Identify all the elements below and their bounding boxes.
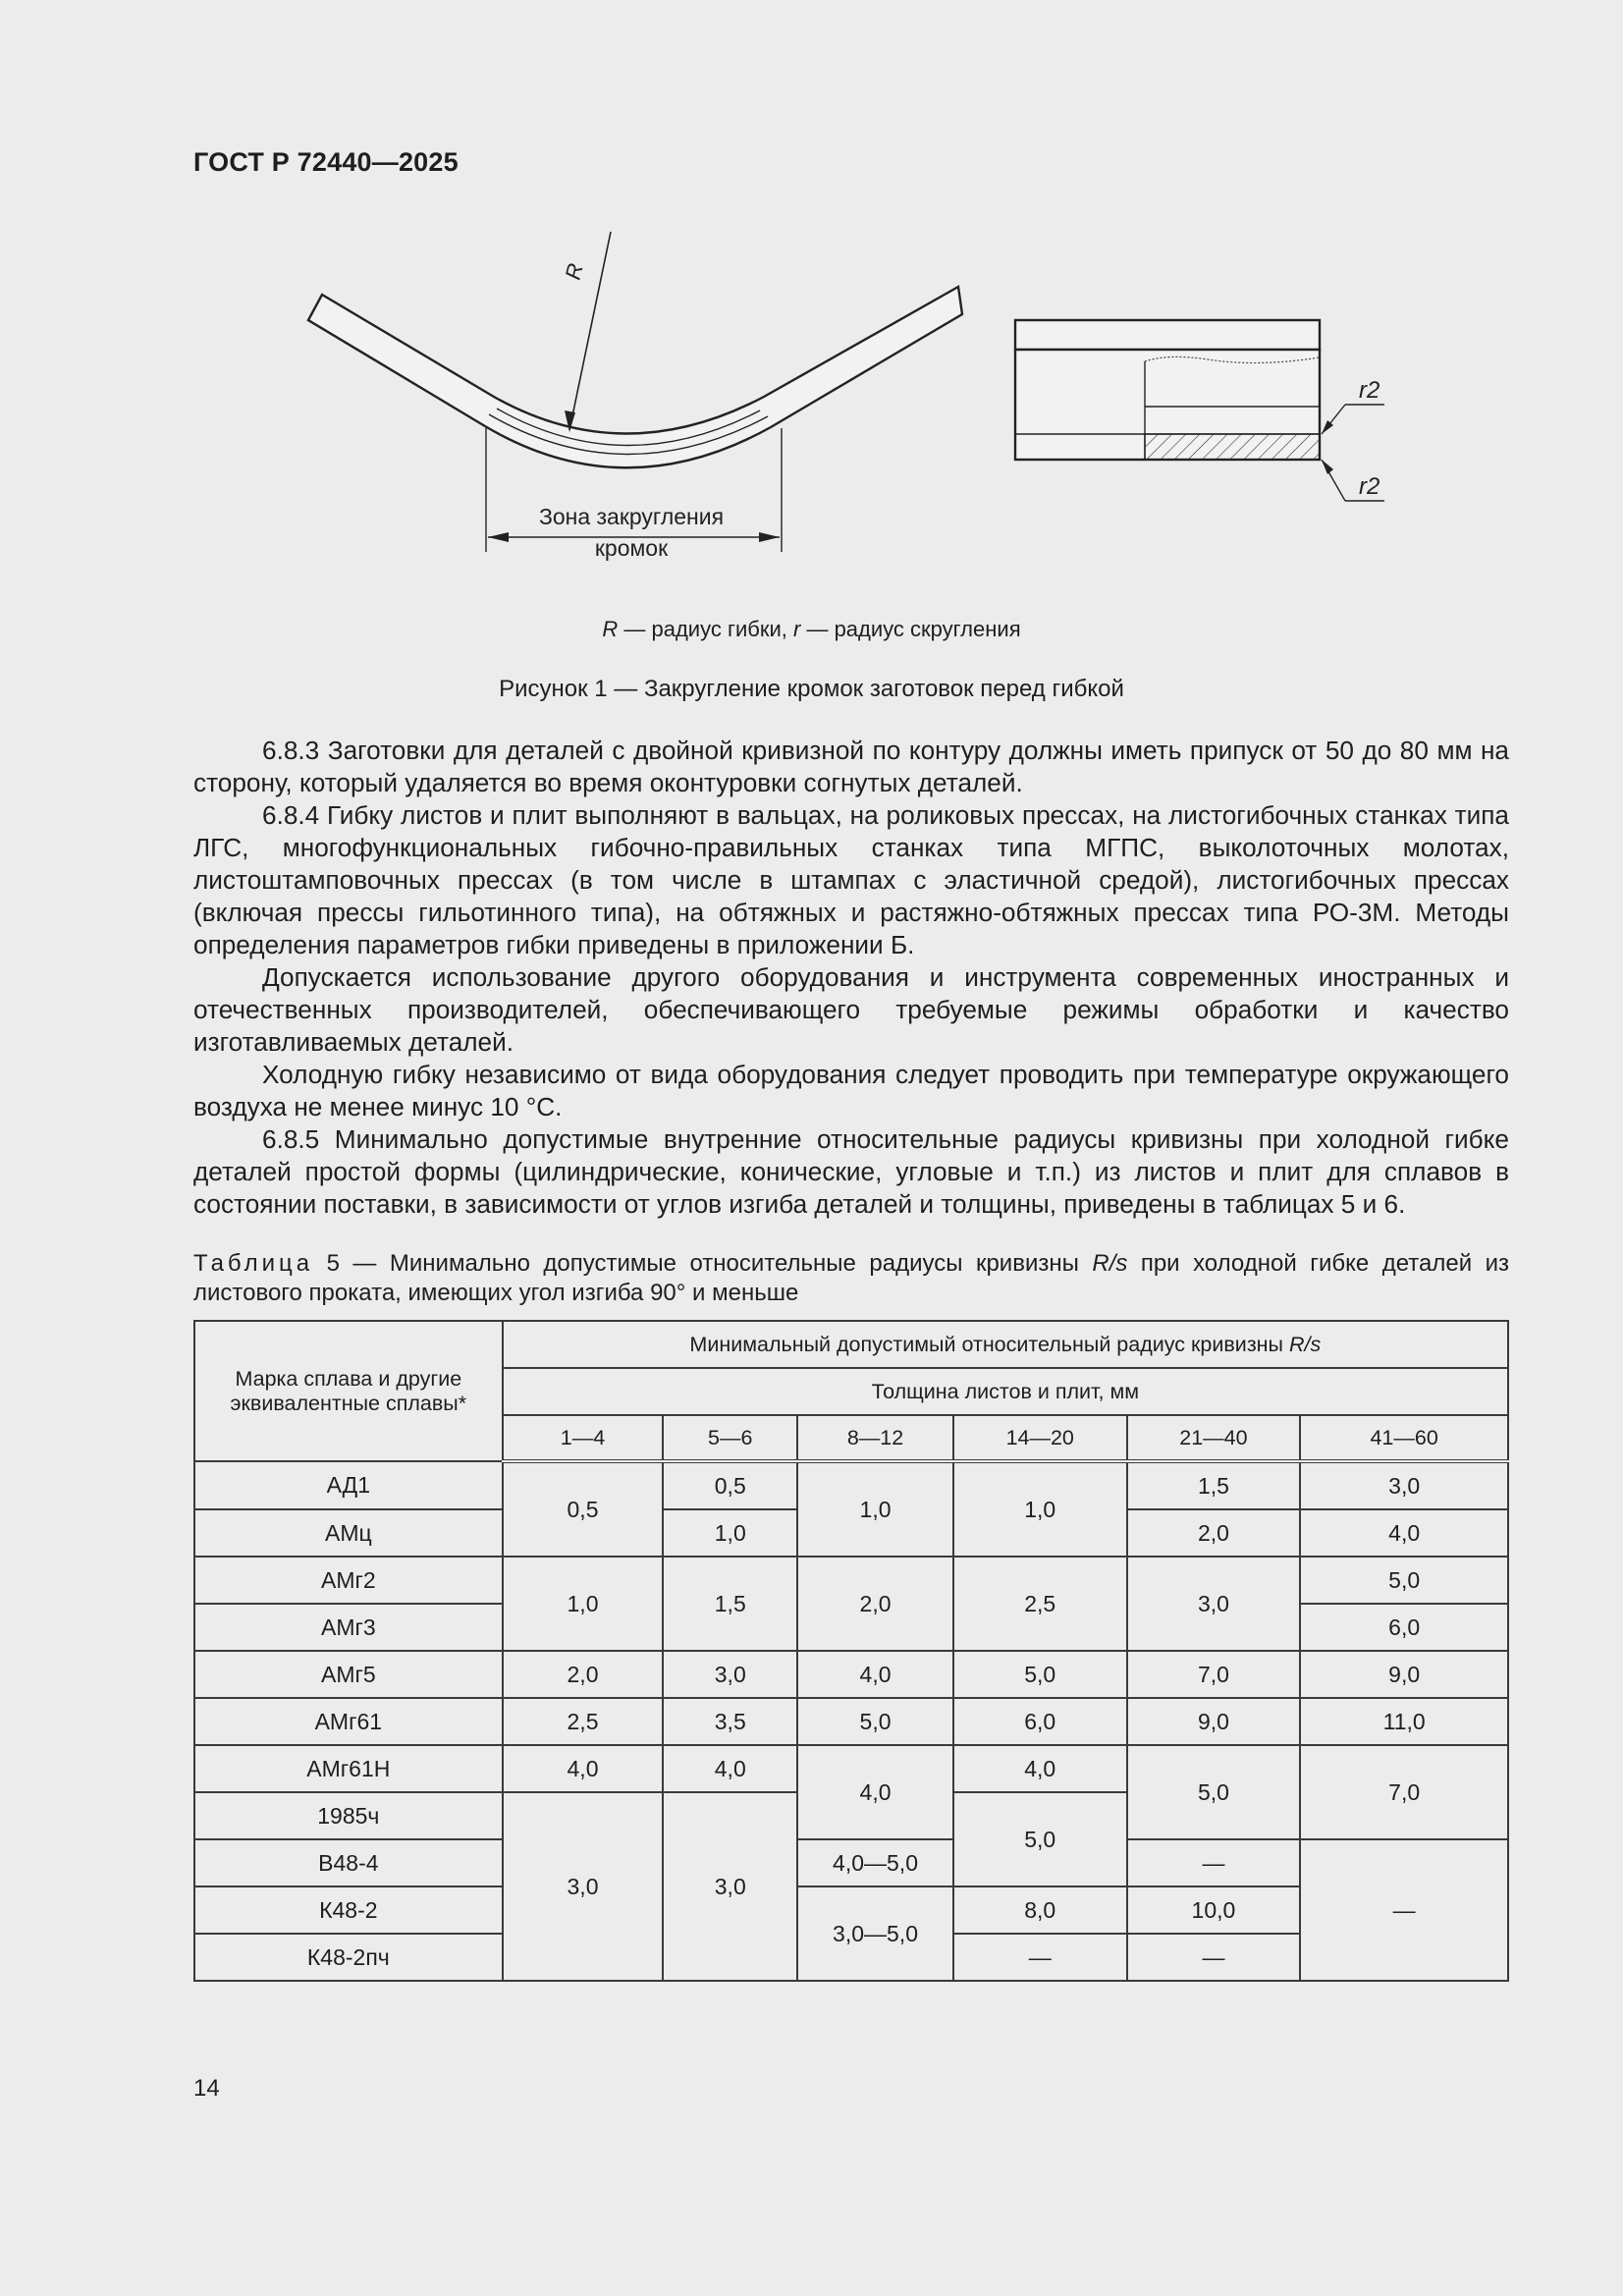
value-cell: — — [1300, 1839, 1508, 1981]
value-cell: 4,0 — [797, 1745, 953, 1839]
thickness-col-2: 5—6 — [663, 1415, 797, 1461]
alloy-cell: АМг3 — [194, 1604, 503, 1651]
thickness-col-4: 14—20 — [953, 1415, 1127, 1461]
alloy-cell: АД1 — [194, 1461, 503, 1509]
alloy-cell: АМг61Н — [194, 1745, 503, 1792]
table-row — [194, 1651, 1508, 1698]
table-row — [194, 1839, 1508, 1886]
alloy-cell: АМг2 — [194, 1557, 503, 1604]
value-cell: 2,5 — [503, 1698, 664, 1745]
alloy-cell: АМц — [194, 1509, 503, 1557]
value-cell: 6,0 — [953, 1698, 1127, 1745]
cross-section — [1015, 320, 1320, 460]
header-radius-italic: R/s — [1288, 1332, 1322, 1356]
value-cell: 0,5 — [663, 1461, 797, 1509]
paragraph-6-8-4: 6.8.4 Гибку листов и плит выполняют в вальцах, на роликовых прессах, на листогибочных станках типа ЛГС, многофункциональных гибочно-правильных станках типа МГПС, выколоточных молотах, листоштамповочных прессах (в том числе в штампах с эластичной средой), листогибочных прессах (включая прессы гильотинного типа), на обтяжных и растяжно-обтяжных прессах типа РО-3М. Методы определения параметров гибки приведены в приложении Б. — [193, 800, 1509, 959]
paragraph-6-8-5: 6.8.5 Минимально допустимые внутренние относительные радиусы кривизны при холодной гибке деталей простой формы (цилиндрические, конические, угловые и т.п.) из листов и плит для сплавов в состоянии поставки, в зависимости от углов изгиба деталей и толщины, приведены в таблицах 5 и 6. — [193, 1124, 1509, 1219]
zone-label-line1: Зона закругления — [538, 504, 725, 529]
value-cell: 4,0 — [503, 1745, 664, 1792]
value-cell: 3,0 — [1127, 1557, 1301, 1651]
table-row — [194, 1745, 1508, 1792]
value-cell: 5,0 — [797, 1698, 953, 1745]
alloy-cell: АМг61 — [194, 1698, 503, 1745]
value-cell: 5,0 — [1300, 1557, 1508, 1604]
value-cell: 9,0 — [1300, 1651, 1508, 1698]
value-cell: 5,0 — [953, 1792, 1127, 1886]
header-alloy: Марка сплава и другие эквивалентные сплавы* — [194, 1321, 503, 1461]
figure-1 — [285, 224, 1414, 582]
value-cell: 1,0 — [797, 1461, 953, 1557]
header-radius — [503, 1321, 1508, 1368]
value-cell: 3,5 — [663, 1698, 797, 1745]
value-cell: 4,0 — [1300, 1509, 1508, 1557]
value-cell: 6,0 — [1300, 1604, 1508, 1651]
value-cell: 1,5 — [663, 1557, 797, 1651]
page-number: 14 — [193, 2075, 220, 2102]
paragraph-6-8-3: 6.8.3 Заготовки для деталей с двойной кривизной по контуру должны иметь припуск от 50 до 80 мм на сторону, который удаляется во время оконтуровки согнутых деталей. — [193, 736, 1509, 797]
value-cell: 2,0 — [1127, 1509, 1301, 1557]
table-row — [194, 1461, 1508, 1509]
figure-legend — [0, 617, 1623, 642]
value-cell: 1,0 — [953, 1461, 1127, 1557]
value-cell: 7,0 — [1127, 1651, 1301, 1698]
table-row — [194, 1557, 1508, 1604]
alloy-cell: К48-2пч — [194, 1934, 503, 1981]
value-cell: 10,0 — [1127, 1886, 1301, 1934]
table-caption-part-b: при холодной гибке деталей из листового проката, имеющих угол изгиба 90° и меньше — [193, 1250, 1509, 1306]
alloy-cell: К48-2 — [194, 1886, 503, 1934]
thickness-col-5: 21—40 — [1127, 1415, 1301, 1461]
value-cell: — — [953, 1934, 1127, 1981]
legend-part2: — радиус скругления — [800, 617, 1021, 641]
table-5 — [193, 1320, 1509, 1982]
document-number: ГОСТ Р 72440—2025 — [193, 147, 459, 177]
legend-r: r — [793, 617, 801, 641]
value-cell: — — [1127, 1934, 1301, 1981]
value-cell: 8,0 — [953, 1886, 1127, 1934]
value-cell: 9,0 — [1127, 1698, 1301, 1745]
legend-part1: — радиус гибки, — [618, 617, 794, 641]
value-cell: 5,0 — [953, 1651, 1127, 1698]
value-cell: 3,0 — [663, 1651, 797, 1698]
bent-blank — [308, 287, 962, 467]
alloy-cell: В48-4 — [194, 1839, 503, 1886]
table-5-caption — [193, 1249, 1509, 1308]
table-row — [194, 1698, 1508, 1745]
table-caption-italic: R/s — [1092, 1250, 1128, 1277]
value-cell: 1,5 — [1127, 1461, 1301, 1509]
value-cell: 3,0 — [503, 1792, 664, 1981]
bending-diagram — [285, 224, 1414, 577]
legend-R: R — [602, 617, 619, 641]
paragraph-cold-bending: Холодную гибку независимо от вида оборудования следует проводить при температуре окружающего воздуха не менее минус 10 °С. — [193, 1060, 1509, 1121]
label-R: R — [560, 260, 588, 283]
value-cell: 1,0 — [663, 1509, 797, 1557]
value-cell: 1,0 — [503, 1557, 664, 1651]
value-cell: 11,0 — [1300, 1698, 1508, 1745]
value-cell: 4,0 — [663, 1745, 797, 1792]
value-cell: 4,0 — [797, 1651, 953, 1698]
header-thickness: Толщина листов и плит, мм — [503, 1368, 1508, 1415]
zone-label-line2: кромок — [594, 535, 669, 561]
value-cell: 3,0 — [1300, 1461, 1508, 1509]
value-cell: 4,0—5,0 — [797, 1839, 953, 1886]
value-cell: 5,0 — [1127, 1745, 1301, 1839]
table-caption-word: Таблица — [193, 1250, 314, 1277]
thickness-col-3: 8—12 — [797, 1415, 953, 1461]
value-cell: 2,5 — [953, 1557, 1127, 1651]
value-cell: 7,0 — [1300, 1745, 1508, 1839]
label-r2-bottom: r2 — [1359, 473, 1380, 500]
figure-caption: Рисунок 1 — Закругление кромок заготовок перед гибкой — [499, 676, 1124, 702]
label-r2-top: r2 — [1359, 377, 1380, 404]
value-cell: 0,5 — [503, 1461, 664, 1557]
thickness-col-6: 41—60 — [1300, 1415, 1508, 1461]
value-cell: 3,0—5,0 — [797, 1886, 953, 1981]
value-cell: 2,0 — [503, 1651, 664, 1698]
value-cell: — — [1127, 1839, 1301, 1886]
paragraph-other-equipment: Допускается использование другого оборудования и инструмента современных иностранных и отечественных производителей, обеспечивающего требуемые режимы обработки и качество изготавливаемых деталей. — [193, 962, 1509, 1057]
body-text — [193, 735, 1509, 1221]
value-cell: 3,0 — [663, 1792, 797, 1981]
header-radius-text: Минимальный допустимый относительный радиус кривизны — [689, 1332, 1289, 1356]
alloy-cell: АМг5 — [194, 1651, 503, 1698]
value-cell: 4,0 — [953, 1745, 1127, 1792]
value-cell: 2,0 — [797, 1557, 953, 1651]
alloy-cell: 1985ч — [194, 1792, 503, 1839]
radius-leader — [561, 232, 611, 432]
thickness-col-1: 1—4 — [503, 1415, 664, 1461]
table-caption-part-a: 5 — Минимально допустимые относительные радиусы кривизны — [313, 1250, 1093, 1277]
